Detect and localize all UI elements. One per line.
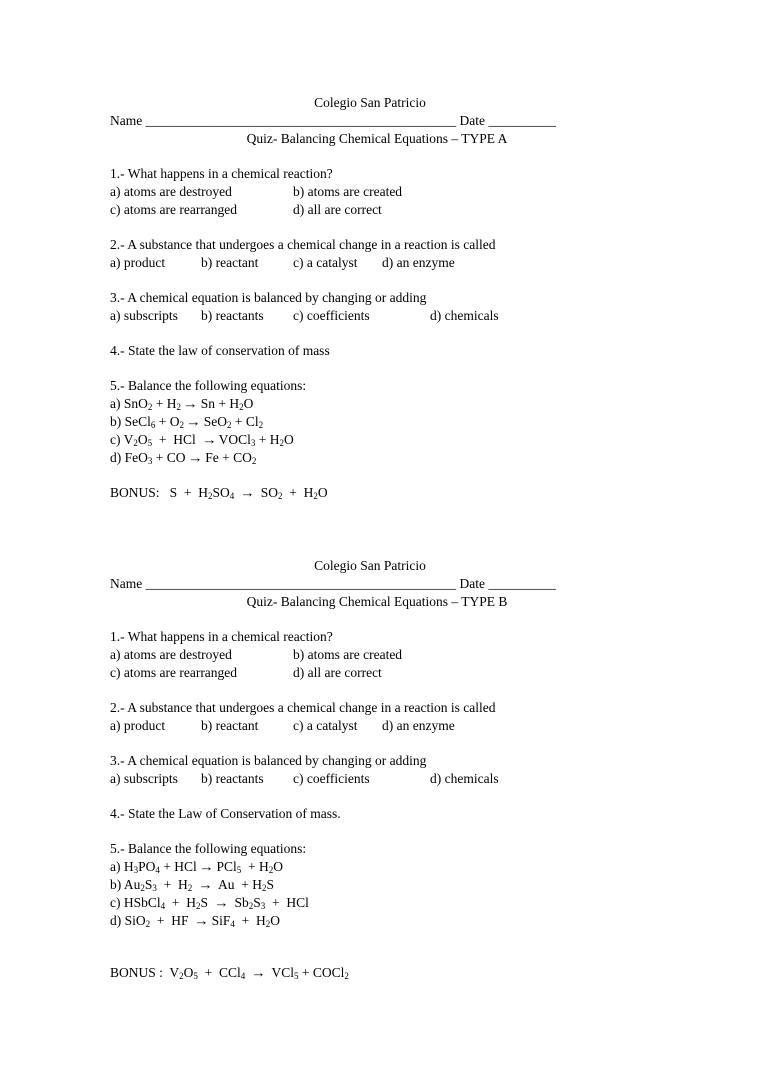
formula-text: SO: [212, 485, 230, 500]
formula-text: + COCl: [298, 965, 345, 980]
arrow-icon: →: [213, 895, 229, 910]
formula-text: + HCl: [265, 895, 309, 910]
school-name: Colegio San Patricio: [314, 95, 426, 110]
option-d: d) chemicals: [430, 308, 499, 323]
option-a: a) product: [110, 255, 166, 270]
subscript: 2: [265, 919, 271, 929]
option-d: d) chemicals: [430, 771, 499, 786]
subscript: 2: [279, 438, 285, 448]
option-d: d) an enzyme: [382, 718, 455, 733]
option-a: a) product: [110, 718, 166, 733]
equation: [110, 858, 630, 876]
bonus-line: [110, 964, 630, 982]
subscript: 3: [260, 901, 266, 911]
date-label: Date: [459, 576, 485, 591]
formula-text: VOCl: [215, 432, 251, 447]
name-label: Name: [110, 576, 143, 591]
formula-text: + Cl: [231, 414, 259, 429]
formula-text: + CCl: [197, 965, 241, 980]
option-b: b) reactant: [201, 255, 259, 270]
subscript: 2: [227, 420, 232, 430]
date-label: Date: [459, 113, 485, 128]
subscript: 2: [208, 491, 213, 501]
formula-text: Sb: [227, 895, 249, 910]
formula-text: SO: [254, 485, 279, 500]
option-c: c) coefficients: [293, 308, 370, 323]
arrow-icon: →: [187, 450, 203, 465]
question-1: 1.- What happens in a chemical reaction?: [110, 629, 333, 644]
formula-text: Au + H: [212, 877, 263, 892]
subscript: 5: [294, 971, 299, 981]
formula-text: d) SiO: [110, 913, 146, 928]
formula-text: O: [284, 432, 294, 447]
subscript: 4: [230, 919, 235, 929]
option-c: c) a catalyst: [293, 255, 358, 270]
formula-text: + H: [152, 396, 177, 411]
quiz-type-a: [110, 94, 630, 502]
option-b: b) reactant: [201, 718, 259, 733]
formula-text: O: [317, 485, 328, 500]
arrow-icon: →: [183, 396, 199, 411]
formula-text: + H: [241, 859, 269, 874]
options-row: [110, 201, 630, 219]
formula-text: + H: [255, 432, 280, 447]
option-a: a) atoms are destroyed: [110, 184, 232, 199]
question-1: 1.- What happens in a chemical reaction?: [110, 166, 333, 181]
option-d: d) an enzyme: [382, 255, 455, 270]
formula-text: a) H: [110, 859, 134, 874]
formula-text: S: [253, 895, 261, 910]
formula-text: + H: [156, 877, 188, 892]
school-name: Colegio San Patricio: [314, 558, 426, 573]
name-blank: ______________________________________________: [145, 576, 457, 591]
options-row: [110, 307, 630, 325]
name-date-line: [110, 575, 630, 593]
bonus-equation: [170, 485, 328, 500]
option-a: a) subscripts: [110, 771, 178, 786]
bonus-equation: [169, 965, 349, 980]
option-b: b) atoms are created: [293, 184, 403, 199]
subscript: 2: [196, 901, 201, 911]
formula-text: + H: [165, 895, 196, 910]
bonus-label: BONUS:: [110, 485, 160, 500]
arrow-icon: →: [186, 414, 202, 429]
equation: [110, 449, 630, 467]
options-row: [110, 254, 630, 272]
equation: [110, 431, 630, 449]
formula-text: SeO: [200, 414, 228, 429]
question-2: 2.- A substance that undergoes a chemical change in a reaction is called: [110, 237, 496, 252]
date-blank: __________: [488, 576, 556, 591]
arrow-icon: →: [199, 859, 215, 874]
formula-text: VCl: [265, 965, 295, 980]
formula-text: + HCl: [159, 859, 201, 874]
subscript: 2: [140, 883, 145, 893]
question-2: 2.- A substance that undergoes a chemical change in a reaction is called: [110, 700, 496, 715]
equation: [110, 894, 630, 912]
subscript: 4: [240, 971, 246, 981]
subscript: 2: [147, 402, 153, 412]
subscript: 3: [133, 865, 139, 875]
option-a: a) subscripts: [110, 308, 178, 323]
formula-text: b) SeCl: [110, 414, 151, 429]
formula-text: + H: [282, 485, 314, 500]
option-c: c) atoms are rearranged: [110, 202, 238, 217]
subscript: 4: [155, 865, 160, 875]
subscript: 3: [250, 438, 256, 448]
options-row: [110, 770, 630, 788]
subscript: 2: [133, 438, 138, 448]
formula-text: S + H: [169, 485, 209, 500]
formula-text: c) HSbCl: [110, 895, 161, 910]
arrow-icon: →: [198, 877, 213, 892]
formula-text: S: [144, 877, 153, 892]
equation: [110, 912, 630, 930]
subscript: 2: [176, 402, 181, 412]
option-b: b) reactants: [201, 308, 264, 323]
subscript: 2: [262, 883, 267, 893]
question-4: 4.- State the Law of Conservation of mass.: [110, 806, 341, 821]
options-row: [110, 646, 630, 664]
subscript: 5: [236, 865, 242, 875]
subscript: 3: [147, 456, 153, 466]
subscript: 2: [239, 402, 244, 412]
option-b: b) reactants: [201, 771, 264, 786]
formula-text: a) SnO: [110, 396, 148, 411]
subscript: 2: [179, 971, 184, 981]
options-row: [110, 717, 630, 735]
subscript: 5: [193, 971, 198, 981]
formula-text: Fe + CO: [201, 450, 252, 465]
subscript: 4: [229, 491, 235, 501]
bonus-label: BONUS :: [110, 965, 163, 980]
option-c: c) atoms are rearranged: [110, 665, 238, 680]
subscript: 2: [145, 919, 151, 929]
option-d: d) all are correct: [293, 665, 382, 680]
arrow-icon: →: [251, 965, 267, 980]
arrow-icon: →: [240, 485, 256, 500]
formula-text: Sn + H: [197, 396, 240, 411]
subscript: 2: [248, 901, 254, 911]
quiz-title: Quiz- Balancing Chemical Equations – TYPE A: [246, 131, 508, 146]
formula-text: + O: [155, 414, 180, 429]
question-5: 5.- Balance the following equations:: [110, 841, 307, 856]
name-date-line: [110, 112, 630, 130]
equation: [110, 395, 630, 413]
option-c: c) coefficients: [293, 771, 370, 786]
options-row: [110, 183, 630, 201]
equation: [110, 876, 630, 894]
formula-text: O: [183, 965, 194, 980]
option-a: a) atoms are destroyed: [110, 647, 232, 662]
subscript: 6: [150, 420, 156, 430]
question-3: 3.- A chemical equation is balanced by changing or adding: [110, 753, 427, 768]
subscript: 2: [258, 420, 264, 430]
formula-text: + CO: [152, 450, 189, 465]
name-blank: ______________________________________________: [145, 113, 457, 128]
question-3: 3.- A chemical equation is balanced by changing or adding: [110, 290, 427, 305]
subscript: 2: [313, 491, 318, 501]
formula-text: SiF: [208, 913, 231, 928]
formula-text: PCl: [213, 859, 237, 874]
subscript: 2: [278, 491, 283, 501]
options-row: [110, 664, 630, 682]
formula-text: PO: [138, 859, 156, 874]
arrow-icon: →: [201, 432, 217, 447]
formula-text: b) Au: [110, 877, 141, 892]
equation: [110, 413, 630, 431]
option-d: d) all are correct: [293, 202, 382, 217]
subscript: 2: [268, 865, 274, 875]
question-4: 4.- State the law of conservation of mass: [110, 343, 330, 358]
formula-text: + H: [234, 913, 266, 928]
formula-text: O: [270, 913, 281, 928]
subscript: 2: [179, 420, 185, 430]
subscript: 2: [251, 456, 257, 466]
formula-text: + HCl: [152, 432, 203, 447]
subscript: 4: [160, 901, 166, 911]
formula-text: S: [266, 877, 275, 892]
question-5: 5.- Balance the following equations:: [110, 378, 307, 393]
formula-text: O: [137, 432, 148, 447]
date-blank: __________: [488, 113, 556, 128]
option-b: b) atoms are created: [293, 647, 403, 662]
arrow-icon: →: [194, 913, 210, 928]
formula-text: + HF: [150, 913, 196, 928]
name-label: Name: [110, 113, 143, 128]
subscript: 5: [147, 438, 153, 448]
subscript: 2: [344, 971, 349, 981]
formula-text: c) V: [110, 432, 134, 447]
formula-text: V: [169, 965, 180, 980]
formula-text: d) FeO: [110, 450, 148, 465]
formula-text: S: [200, 895, 215, 910]
formula-text: O: [273, 859, 284, 874]
option-c: c) a catalyst: [293, 718, 358, 733]
formula-text: O: [243, 396, 254, 411]
bonus-line: [110, 484, 630, 502]
quiz-title: Quiz- Balancing Chemical Equations – TYPE B: [246, 594, 508, 609]
quiz-type-b: [110, 557, 630, 982]
subscript: 3: [152, 883, 157, 893]
subscript: 2: [187, 883, 193, 893]
